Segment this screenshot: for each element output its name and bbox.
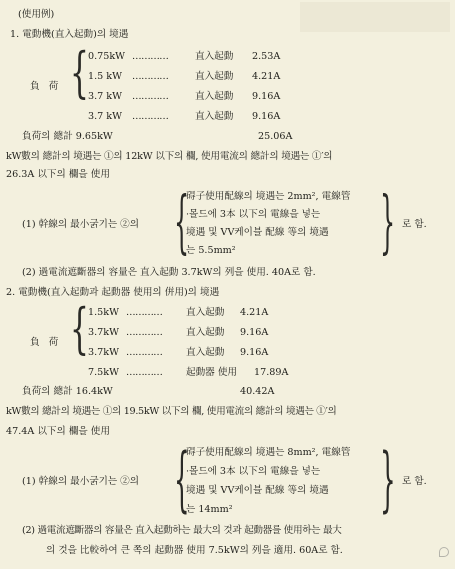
s1-paragraph-line2: 26.3A 以下의 欄을 使用 bbox=[6, 169, 110, 180]
s1-row4-current: 9.16A bbox=[252, 111, 281, 122]
s2-row1-method: 直入起動 bbox=[186, 307, 225, 318]
s2-row1-current: 4.21A bbox=[240, 307, 269, 318]
s2-row2-power: 3.7kW bbox=[88, 327, 119, 338]
s1-total-label: 負荷의 總計 9.65kW bbox=[22, 131, 113, 142]
s1-item1-prefix: (1) 幹線의 最小굵기는 ②의 bbox=[22, 219, 140, 230]
s1-item1-box-line3: 境遇 및 VV케이블 配線 等의 境遇 bbox=[186, 227, 329, 238]
s1-item1-suffix: 로 함. bbox=[402, 219, 427, 230]
s1-row2-method: 直入起動 bbox=[195, 71, 234, 82]
section2-load-label: 負 荷 bbox=[30, 337, 62, 348]
s1-paragraph-line1: kW數의 總計의 境遇는 ①의 12kW 以下의 欄, 使用電流의 總計의 境遇는 ①′의 bbox=[6, 151, 333, 162]
s2-item1-suffix: 로 함. bbox=[402, 476, 427, 487]
s1-row1-power: 0.75kW bbox=[88, 51, 126, 62]
page-corner-mark bbox=[439, 547, 449, 557]
s1-row3-current: 9.16A bbox=[252, 91, 281, 102]
s1-row3-method: 直入起動 bbox=[195, 91, 234, 102]
s1-row3-power: 3.7 kW bbox=[88, 91, 122, 102]
s1-row2-dots: ………… bbox=[132, 71, 169, 82]
s1-row3-dots: ………… bbox=[132, 91, 169, 102]
s2-row2-current: 9.16A bbox=[240, 327, 269, 338]
s1-row4-method: 直入起動 bbox=[195, 111, 234, 122]
s2-row3-current: 9.16A bbox=[240, 347, 269, 358]
s2-row4-power: 7.5kW bbox=[88, 367, 119, 378]
s1-row1-dots: ………… bbox=[132, 51, 169, 62]
s1-item2: (2) 過電流遮斷器의 容量은 直入起動 3.7kW의 列을 使用. 40A로 함. bbox=[22, 267, 316, 278]
s2-item1-prefix: (1) 幹線의 最小굵기는 ②의 bbox=[22, 476, 140, 487]
s2-row3-method: 直入起動 bbox=[186, 347, 225, 358]
s1-row4-power: 3.7 kW bbox=[88, 111, 122, 122]
scan-stain bbox=[300, 2, 450, 32]
s2-row4-method: 起動器 使用 bbox=[186, 367, 238, 378]
s2-item1-box-line1: 碍子使用配線의 境遇는 8mm², 電線管 bbox=[186, 447, 351, 458]
s2-row2-method: 直入起動 bbox=[186, 327, 225, 338]
s1-item1-right-bracket: } bbox=[380, 183, 396, 262]
section1-load-label: 負 荷 bbox=[30, 81, 62, 92]
section1-left-brace: { bbox=[70, 41, 89, 104]
s2-total-current: 40.42A bbox=[240, 386, 275, 397]
s2-row2-dots: ………… bbox=[126, 327, 163, 338]
s1-row1-method: 直入起動 bbox=[195, 51, 234, 62]
s2-item2-line1: (2) 過電流遮斷器의 容量은 直入起動하는 最大의 것과 起動器를 使用하는 最大 bbox=[22, 525, 342, 536]
s2-row1-dots: ………… bbox=[126, 307, 163, 318]
s1-item1-left-bracket: { bbox=[174, 183, 190, 262]
s2-paragraph-line2: 47.4A 以下의 欄을 使用 bbox=[6, 426, 110, 437]
section1-title: 1. 電動機(直入起動)의 境遇 bbox=[10, 29, 129, 40]
s2-row3-power: 3.7kW bbox=[88, 347, 119, 358]
s1-total-current: 25.06A bbox=[258, 131, 293, 142]
s1-row1-current: 2.53A bbox=[252, 51, 281, 62]
s2-row1-power: 1.5kW bbox=[88, 307, 119, 318]
s2-row3-dots: ………… bbox=[126, 347, 163, 358]
usage-example-heading: (使用例) bbox=[18, 9, 55, 20]
s2-item1-left-bracket: { bbox=[174, 438, 190, 520]
section2-left-brace: { bbox=[70, 297, 89, 360]
s2-row4-current: 17.89A bbox=[254, 367, 289, 378]
s1-item1-box-line2: ·몰드에 3本 以下의 電線을 넣는 bbox=[186, 209, 321, 220]
s2-item1-box-line3: 境遇 및 VV케이블 配線 等의 境遇 bbox=[186, 485, 329, 496]
s2-row4-dots: ………… bbox=[126, 367, 163, 378]
s2-item1-box-line4: 는 14mm² bbox=[186, 504, 233, 515]
s1-row2-power: 1.5 kW bbox=[88, 71, 122, 82]
s1-row4-dots: ………… bbox=[132, 111, 169, 122]
s2-item1-right-bracket: } bbox=[380, 438, 396, 520]
section2-title: 2. 電動機(直入起動과 起動器 使用의 倂用)의 境遇 bbox=[6, 287, 220, 298]
s2-paragraph-line1: kW數의 總計의 境遇는 ①의 19.5kW 以下의 欄, 使用電流의 總計의 境遇는 ①′의 bbox=[6, 406, 337, 417]
s2-item2-line2: 의 것을 比較하여 큰 쪽의 起動器 使用 7.5kW의 列을 適用. 60A로 함. bbox=[46, 545, 343, 556]
s1-row2-current: 4.21A bbox=[252, 71, 281, 82]
s2-item1-box-line2: ·몰드에 3本 以下의 電線을 넣는 bbox=[186, 466, 321, 477]
s1-item1-box-line4: 는 5.5mm² bbox=[186, 245, 236, 256]
s1-item1-box-line1: 碍子使用配線의 境遇는 2mm², 電線管 bbox=[186, 191, 351, 202]
s2-total-label: 負荷의 總計 16.4kW bbox=[22, 386, 113, 397]
